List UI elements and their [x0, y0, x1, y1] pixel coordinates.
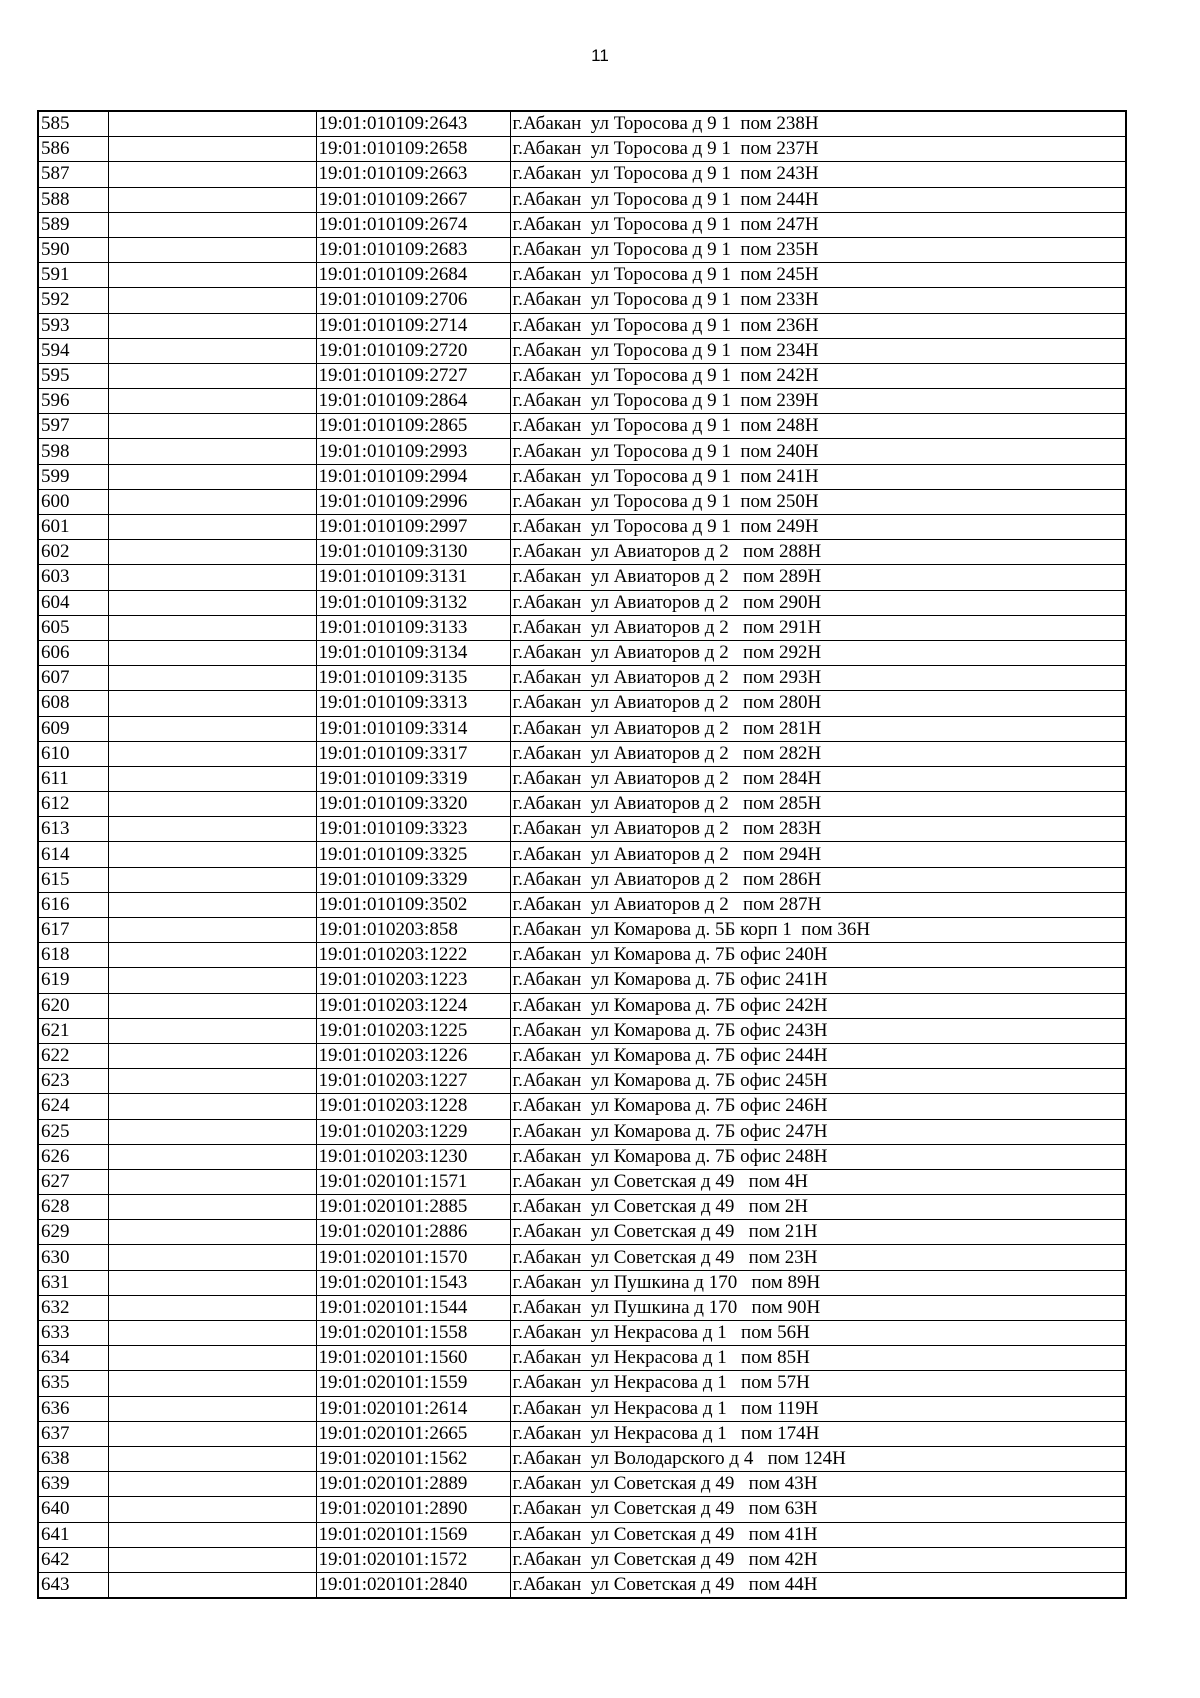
empty-cell [108, 237, 316, 262]
table-row [38, 515, 1126, 540]
empty-cell [108, 918, 316, 943]
row-number-cell: 642 [38, 1547, 108, 1572]
cadastral-number-cell: 19:01:010109:2993 [316, 439, 510, 464]
row-number-cell: 641 [38, 1522, 108, 1547]
address-cell: г.Абакан ул Комарова д. 7Б офис 243Н [510, 1018, 1126, 1043]
row-number-cell: 621 [38, 1018, 108, 1043]
table-row [38, 741, 1126, 766]
cadastral-number-cell: 19:01:010203:858 [316, 918, 510, 943]
cadastral-number-cell: 19:01:020101:1562 [316, 1446, 510, 1471]
table-row [38, 288, 1126, 313]
address-cell: г.Абакан ул Авиаторов д 2 пом 288Н [510, 540, 1126, 565]
cadastral-number-cell: 19:01:010203:1225 [316, 1018, 510, 1043]
empty-cell [108, 1446, 316, 1471]
cadastral-number-cell: 19:01:020101:2665 [316, 1421, 510, 1446]
table-row [38, 867, 1126, 892]
table-row [38, 666, 1126, 691]
empty-cell [108, 439, 316, 464]
address-cell: г.Абакан ул Советская д 49 пом 23Н [510, 1245, 1126, 1270]
cadastral-number-cell: 19:01:010109:2663 [316, 162, 510, 187]
row-number-cell: 626 [38, 1144, 108, 1169]
table-row [38, 363, 1126, 388]
row-number-cell: 608 [38, 691, 108, 716]
address-cell: г.Абакан ул Авиаторов д 2 пом 290Н [510, 590, 1126, 615]
address-cell: г.Абакан ул Авиаторов д 2 пом 284Н [510, 766, 1126, 791]
cadastral-number-cell: 19:01:010109:3329 [316, 867, 510, 892]
empty-cell [108, 640, 316, 665]
empty-cell [108, 111, 316, 137]
empty-cell [108, 666, 316, 691]
row-number-cell: 604 [38, 590, 108, 615]
row-number-cell: 595 [38, 363, 108, 388]
empty-cell [108, 540, 316, 565]
empty-cell [108, 1321, 316, 1346]
address-cell: г.Абакан ул Торосова д 9 1 пом 245Н [510, 263, 1126, 288]
empty-cell [108, 1195, 316, 1220]
empty-cell [108, 716, 316, 741]
empty-cell [108, 1220, 316, 1245]
cadastral-number-cell: 19:01:010109:3320 [316, 792, 510, 817]
table-row [38, 489, 1126, 514]
empty-cell [108, 338, 316, 363]
address-cell: г.Абакан ул Торосова д 9 1 пом 240Н [510, 439, 1126, 464]
table-row [38, 1321, 1126, 1346]
cadastral-number-cell: 19:01:010109:3130 [316, 540, 510, 565]
table-row [38, 1270, 1126, 1295]
row-number-cell: 639 [38, 1472, 108, 1497]
empty-cell [108, 691, 316, 716]
cadastral-number-cell: 19:01:010109:2720 [316, 338, 510, 363]
address-cell: г.Абакан ул Советская д 49 пом 4Н [510, 1169, 1126, 1194]
address-cell: г.Абакан ул Авиаторов д 2 пом 291Н [510, 615, 1126, 640]
address-cell: г.Абакан ул Торосова д 9 1 пом 239Н [510, 389, 1126, 414]
cadastral-number-cell: 19:01:010109:2667 [316, 187, 510, 212]
empty-cell [108, 515, 316, 540]
empty-cell [108, 993, 316, 1018]
row-number-cell: 592 [38, 288, 108, 313]
empty-cell [108, 1421, 316, 1446]
row-number-cell: 624 [38, 1094, 108, 1119]
row-number-cell: 599 [38, 464, 108, 489]
row-number-cell: 623 [38, 1069, 108, 1094]
empty-cell [108, 1018, 316, 1043]
empty-cell [108, 1094, 316, 1119]
cadastral-number-cell: 19:01:010109:3319 [316, 766, 510, 791]
row-number-cell: 605 [38, 615, 108, 640]
cadastral-number-cell: 19:01:010109:3323 [316, 817, 510, 842]
table-row [38, 968, 1126, 993]
cadastral-number-cell: 19:01:010109:2658 [316, 137, 510, 162]
address-cell: г.Абакан ул Торосова д 9 1 пом 234Н [510, 338, 1126, 363]
row-number-cell: 635 [38, 1371, 108, 1396]
table-row [38, 943, 1126, 968]
cadastral-number-cell: 19:01:010109:3133 [316, 615, 510, 640]
row-number-cell: 594 [38, 338, 108, 363]
row-number-cell: 597 [38, 414, 108, 439]
cadastral-number-cell: 19:01:020101:1571 [316, 1169, 510, 1194]
table-row [38, 162, 1126, 187]
address-cell: г.Абакан ул Авиаторов д 2 пом 281Н [510, 716, 1126, 741]
table-row [38, 993, 1126, 1018]
address-cell: г.Абакан ул Торосова д 9 1 пом 244Н [510, 187, 1126, 212]
row-number-cell: 585 [38, 111, 108, 137]
row-number-cell: 633 [38, 1321, 108, 1346]
cadastral-number-cell: 19:01:020101:1559 [316, 1371, 510, 1396]
cadastral-number-cell: 19:01:010203:1222 [316, 943, 510, 968]
address-cell: г.Абакан ул Советская д 49 пом 63Н [510, 1497, 1126, 1522]
empty-cell [108, 968, 316, 993]
empty-cell [108, 1169, 316, 1194]
empty-cell [108, 1371, 316, 1396]
cadastral-number-cell: 19:01:010203:1223 [316, 968, 510, 993]
cadastral-number-cell: 19:01:010109:2994 [316, 464, 510, 489]
address-cell: г.Абакан ул Торосова д 9 1 пом 247Н [510, 212, 1126, 237]
address-cell: г.Абакан ул Некрасова д 1 пом 85Н [510, 1346, 1126, 1371]
cadastral-number-cell: 19:01:020101:1569 [316, 1522, 510, 1547]
row-number-cell: 611 [38, 766, 108, 791]
row-number-cell: 620 [38, 993, 108, 1018]
row-number-cell: 631 [38, 1270, 108, 1295]
cadastral-number-cell: 19:01:010109:2683 [316, 237, 510, 262]
table-row [38, 1547, 1126, 1572]
empty-cell [108, 313, 316, 338]
cadastral-number-cell: 19:01:010203:1226 [316, 1043, 510, 1068]
address-cell: г.Абакан ул Авиаторов д 2 пом 286Н [510, 867, 1126, 892]
empty-cell [108, 1043, 316, 1068]
address-cell: г.Абакан ул Некрасова д 1 пом 119Н [510, 1396, 1126, 1421]
table-row [38, 1119, 1126, 1144]
cadastral-number-cell: 19:01:010203:1227 [316, 1069, 510, 1094]
table-row [38, 1572, 1126, 1598]
address-cell: г.Абакан ул Комарова д. 7Б офис 241Н [510, 968, 1126, 993]
table-row [38, 1094, 1126, 1119]
empty-cell [108, 1346, 316, 1371]
empty-cell [108, 1497, 316, 1522]
registry-table-body [38, 111, 1126, 1598]
empty-cell [108, 414, 316, 439]
address-cell: г.Абакан ул Авиаторов д 2 пом 280Н [510, 691, 1126, 716]
address-cell: г.Абакан ул Торосова д 9 1 пом 250Н [510, 489, 1126, 514]
address-cell: г.Абакан ул Некрасова д 1 пом 174Н [510, 1421, 1126, 1446]
address-cell: г.Абакан ул Авиаторов д 2 пом 292Н [510, 640, 1126, 665]
row-number-cell: 588 [38, 187, 108, 212]
table-row [38, 338, 1126, 363]
empty-cell [108, 1245, 316, 1270]
row-number-cell: 612 [38, 792, 108, 817]
empty-cell [108, 1572, 316, 1598]
cadastral-number-cell: 19:01:020101:2890 [316, 1497, 510, 1522]
table-row [38, 1472, 1126, 1497]
table-row [38, 439, 1126, 464]
cadastral-number-cell: 19:01:020101:1544 [316, 1295, 510, 1320]
empty-cell [108, 1295, 316, 1320]
row-number-cell: 632 [38, 1295, 108, 1320]
address-cell: г.Абакан ул Авиаторов д 2 пом 289Н [510, 565, 1126, 590]
table-row [38, 1245, 1126, 1270]
table-row [38, 1371, 1126, 1396]
cadastral-number-cell: 19:01:020101:2614 [316, 1396, 510, 1421]
empty-cell [108, 1144, 316, 1169]
table-row [38, 1144, 1126, 1169]
table-row [38, 187, 1126, 212]
address-cell: г.Абакан ул Комарова д. 7Б офис 245Н [510, 1069, 1126, 1094]
empty-cell [108, 363, 316, 388]
cadastral-number-cell: 19:01:020101:1572 [316, 1547, 510, 1572]
table-row [38, 1396, 1126, 1421]
table-row [38, 1295, 1126, 1320]
cadastral-number-cell: 19:01:010109:3502 [316, 892, 510, 917]
row-number-cell: 622 [38, 1043, 108, 1068]
table-row [38, 766, 1126, 791]
empty-cell [108, 162, 316, 187]
table-row [38, 918, 1126, 943]
address-cell: г.Абакан ул Торосова д 9 1 пом 237Н [510, 137, 1126, 162]
cadastral-number-cell: 19:01:010109:2706 [316, 288, 510, 313]
table-row [38, 313, 1126, 338]
empty-cell [108, 389, 316, 414]
table-row [38, 212, 1126, 237]
address-cell: г.Абакан ул Авиаторов д 2 пом 282Н [510, 741, 1126, 766]
empty-cell [108, 1522, 316, 1547]
empty-cell [108, 187, 316, 212]
row-number-cell: 609 [38, 716, 108, 741]
address-cell: г.Абакан ул Комарова д. 7Б офис 247Н [510, 1119, 1126, 1144]
address-cell: г.Абакан ул Торосова д 9 1 пом 236Н [510, 313, 1126, 338]
table-row [38, 389, 1126, 414]
cadastral-number-cell: 19:01:010109:2864 [316, 389, 510, 414]
address-cell: г.Абакан ул Советская д 49 пом 44Н [510, 1572, 1126, 1598]
address-cell: г.Абакан ул Комарова д. 7Б офис 248Н [510, 1144, 1126, 1169]
row-number-cell: 600 [38, 489, 108, 514]
table-row [38, 237, 1126, 262]
address-cell: г.Абакан ул Советская д 49 пом 43Н [510, 1472, 1126, 1497]
cadastral-number-cell: 19:01:010203:1230 [316, 1144, 510, 1169]
row-number-cell: 638 [38, 1446, 108, 1471]
table-row [38, 792, 1126, 817]
table-row [38, 716, 1126, 741]
cadastral-number-cell: 19:01:010109:2997 [316, 515, 510, 540]
empty-cell [108, 489, 316, 514]
empty-cell [108, 892, 316, 917]
cadastral-number-cell: 19:01:010109:3313 [316, 691, 510, 716]
table-row [38, 111, 1126, 137]
address-cell: г.Абакан ул Торосова д 9 1 пом 248Н [510, 414, 1126, 439]
row-number-cell: 602 [38, 540, 108, 565]
address-cell: г.Абакан ул Советская д 49 пом 21Н [510, 1220, 1126, 1245]
address-cell: г.Абакан ул Пушкина д 170 пом 90Н [510, 1295, 1126, 1320]
address-cell: г.Абакан ул Комарова д. 5Б корп 1 пом 36Н [510, 918, 1126, 943]
empty-cell [108, 1069, 316, 1094]
address-cell: г.Абакан ул Володарского д 4 пом 124Н [510, 1446, 1126, 1471]
address-cell: г.Абакан ул Комарова д. 7Б офис 246Н [510, 1094, 1126, 1119]
cadastral-number-cell: 19:01:020101:2886 [316, 1220, 510, 1245]
row-number-cell: 630 [38, 1245, 108, 1270]
table-row [38, 1169, 1126, 1194]
cadastral-number-cell: 19:01:010109:2714 [316, 313, 510, 338]
address-cell: г.Абакан ул Комарова д. 7Б офис 242Н [510, 993, 1126, 1018]
address-cell: г.Абакан ул Торосова д 9 1 пом 249Н [510, 515, 1126, 540]
empty-cell [108, 867, 316, 892]
empty-cell [108, 741, 316, 766]
address-cell: г.Абакан ул Комарова д. 7Б офис 244Н [510, 1043, 1126, 1068]
row-number-cell: 636 [38, 1396, 108, 1421]
address-cell: г.Абакан ул Авиаторов д 2 пом 294Н [510, 842, 1126, 867]
table-row [38, 565, 1126, 590]
row-number-cell: 593 [38, 313, 108, 338]
address-cell: г.Абакан ул Торосова д 9 1 пом 241Н [510, 464, 1126, 489]
cadastral-number-cell: 19:01:010109:2727 [316, 363, 510, 388]
address-cell: г.Абакан ул Авиаторов д 2 пом 287Н [510, 892, 1126, 917]
empty-cell [108, 464, 316, 489]
cadastral-number-cell: 19:01:020101:1543 [316, 1270, 510, 1295]
cadastral-number-cell: 19:01:010109:2684 [316, 263, 510, 288]
row-number-cell: 640 [38, 1497, 108, 1522]
row-number-cell: 613 [38, 817, 108, 842]
address-cell: г.Абакан ул Комарова д. 7Б офис 240Н [510, 943, 1126, 968]
empty-cell [108, 842, 316, 867]
empty-cell [108, 817, 316, 842]
row-number-cell: 625 [38, 1119, 108, 1144]
address-cell: г.Абакан ул Пушкина д 170 пом 89Н [510, 1270, 1126, 1295]
cadastral-number-cell: 19:01:010109:2996 [316, 489, 510, 514]
table-row [38, 1069, 1126, 1094]
table-row [38, 1421, 1126, 1446]
empty-cell [108, 288, 316, 313]
cadastral-number-cell: 19:01:010109:3325 [316, 842, 510, 867]
address-cell: г.Абакан ул Советская д 49 пом 42Н [510, 1547, 1126, 1572]
row-number-cell: 601 [38, 515, 108, 540]
row-number-cell: 614 [38, 842, 108, 867]
empty-cell [108, 1547, 316, 1572]
row-number-cell: 616 [38, 892, 108, 917]
row-number-cell: 596 [38, 389, 108, 414]
empty-cell [108, 137, 316, 162]
table-row [38, 1195, 1126, 1220]
address-cell: г.Абакан ул Торосова д 9 1 пом 242Н [510, 363, 1126, 388]
row-number-cell: 637 [38, 1421, 108, 1446]
table-row [38, 1220, 1126, 1245]
empty-cell [108, 212, 316, 237]
table-row [38, 137, 1126, 162]
cadastral-number-cell: 19:01:010109:2674 [316, 212, 510, 237]
table-row [38, 691, 1126, 716]
cadastral-number-cell: 19:01:020101:2840 [316, 1572, 510, 1598]
row-number-cell: 634 [38, 1346, 108, 1371]
table-row [38, 1018, 1126, 1043]
address-cell: г.Абакан ул Торосова д 9 1 пом 235Н [510, 237, 1126, 262]
address-cell: г.Абакан ул Советская д 49 пом 2Н [510, 1195, 1126, 1220]
address-cell: г.Абакан ул Авиаторов д 2 пом 293Н [510, 666, 1126, 691]
empty-cell [108, 943, 316, 968]
row-number-cell: 590 [38, 237, 108, 262]
row-number-cell: 598 [38, 439, 108, 464]
cadastral-number-cell: 19:01:020101:1570 [316, 1245, 510, 1270]
empty-cell [108, 615, 316, 640]
row-number-cell: 610 [38, 741, 108, 766]
row-number-cell: 586 [38, 137, 108, 162]
address-cell: г.Абакан ул Авиаторов д 2 пом 285Н [510, 792, 1126, 817]
table-row [38, 1346, 1126, 1371]
cadastral-number-cell: 19:01:010109:3135 [316, 666, 510, 691]
cadastral-number-cell: 19:01:010203:1229 [316, 1119, 510, 1144]
table-row [38, 892, 1126, 917]
table-row [38, 1522, 1126, 1547]
table-row [38, 1446, 1126, 1471]
empty-cell [108, 263, 316, 288]
cadastral-number-cell: 19:01:010109:3317 [316, 741, 510, 766]
table-row [38, 464, 1126, 489]
row-number-cell: 629 [38, 1220, 108, 1245]
address-cell: г.Абакан ул Торосова д 9 1 пом 233Н [510, 288, 1126, 313]
cadastral-number-cell: 19:01:010109:3314 [316, 716, 510, 741]
table-row [38, 615, 1126, 640]
cadastral-number-cell: 19:01:010203:1224 [316, 993, 510, 1018]
address-cell: г.Абакан ул Советская д 49 пом 41Н [510, 1522, 1126, 1547]
table-row [38, 1043, 1126, 1068]
empty-cell [108, 1396, 316, 1421]
table-row [38, 842, 1126, 867]
empty-cell [108, 1270, 316, 1295]
address-cell: г.Абакан ул Некрасова д 1 пом 56Н [510, 1321, 1126, 1346]
row-number-cell: 627 [38, 1169, 108, 1194]
address-cell: г.Абакан ул Некрасова д 1 пом 57Н [510, 1371, 1126, 1396]
row-number-cell: 607 [38, 666, 108, 691]
cadastral-number-cell: 19:01:020101:1560 [316, 1346, 510, 1371]
row-number-cell: 603 [38, 565, 108, 590]
empty-cell [108, 1119, 316, 1144]
row-number-cell: 587 [38, 162, 108, 187]
cadastral-number-cell: 19:01:020101:2889 [316, 1472, 510, 1497]
row-number-cell: 591 [38, 263, 108, 288]
row-number-cell: 619 [38, 968, 108, 993]
empty-cell [108, 565, 316, 590]
cadastral-number-cell: 19:01:010109:3132 [316, 590, 510, 615]
property-registry-table [37, 110, 1127, 1599]
row-number-cell: 615 [38, 867, 108, 892]
cadastral-number-cell: 19:01:010203:1228 [316, 1094, 510, 1119]
cadastral-number-cell: 19:01:010109:2643 [316, 111, 510, 137]
table-row [38, 540, 1126, 565]
table-row [38, 263, 1126, 288]
empty-cell [108, 590, 316, 615]
empty-cell [108, 792, 316, 817]
row-number-cell: 606 [38, 640, 108, 665]
address-cell: г.Абакан ул Торосова д 9 1 пом 238Н [510, 111, 1126, 137]
table-row [38, 590, 1126, 615]
row-number-cell: 617 [38, 918, 108, 943]
row-number-cell: 643 [38, 1572, 108, 1598]
cadastral-number-cell: 19:01:020101:1558 [316, 1321, 510, 1346]
cadastral-number-cell: 19:01:010109:2865 [316, 414, 510, 439]
table-row [38, 817, 1126, 842]
cadastral-number-cell: 19:01:020101:2885 [316, 1195, 510, 1220]
table-row [38, 1497, 1126, 1522]
page-number: 11 [591, 46, 609, 65]
address-cell: г.Абакан ул Торосова д 9 1 пом 243Н [510, 162, 1126, 187]
table-row [38, 640, 1126, 665]
row-number-cell: 628 [38, 1195, 108, 1220]
empty-cell [108, 1472, 316, 1497]
address-cell: г.Абакан ул Авиаторов д 2 пом 283Н [510, 817, 1126, 842]
cadastral-number-cell: 19:01:010109:3131 [316, 565, 510, 590]
row-number-cell: 589 [38, 212, 108, 237]
cadastral-number-cell: 19:01:010109:3134 [316, 640, 510, 665]
table-row [38, 414, 1126, 439]
empty-cell [108, 766, 316, 791]
row-number-cell: 618 [38, 943, 108, 968]
